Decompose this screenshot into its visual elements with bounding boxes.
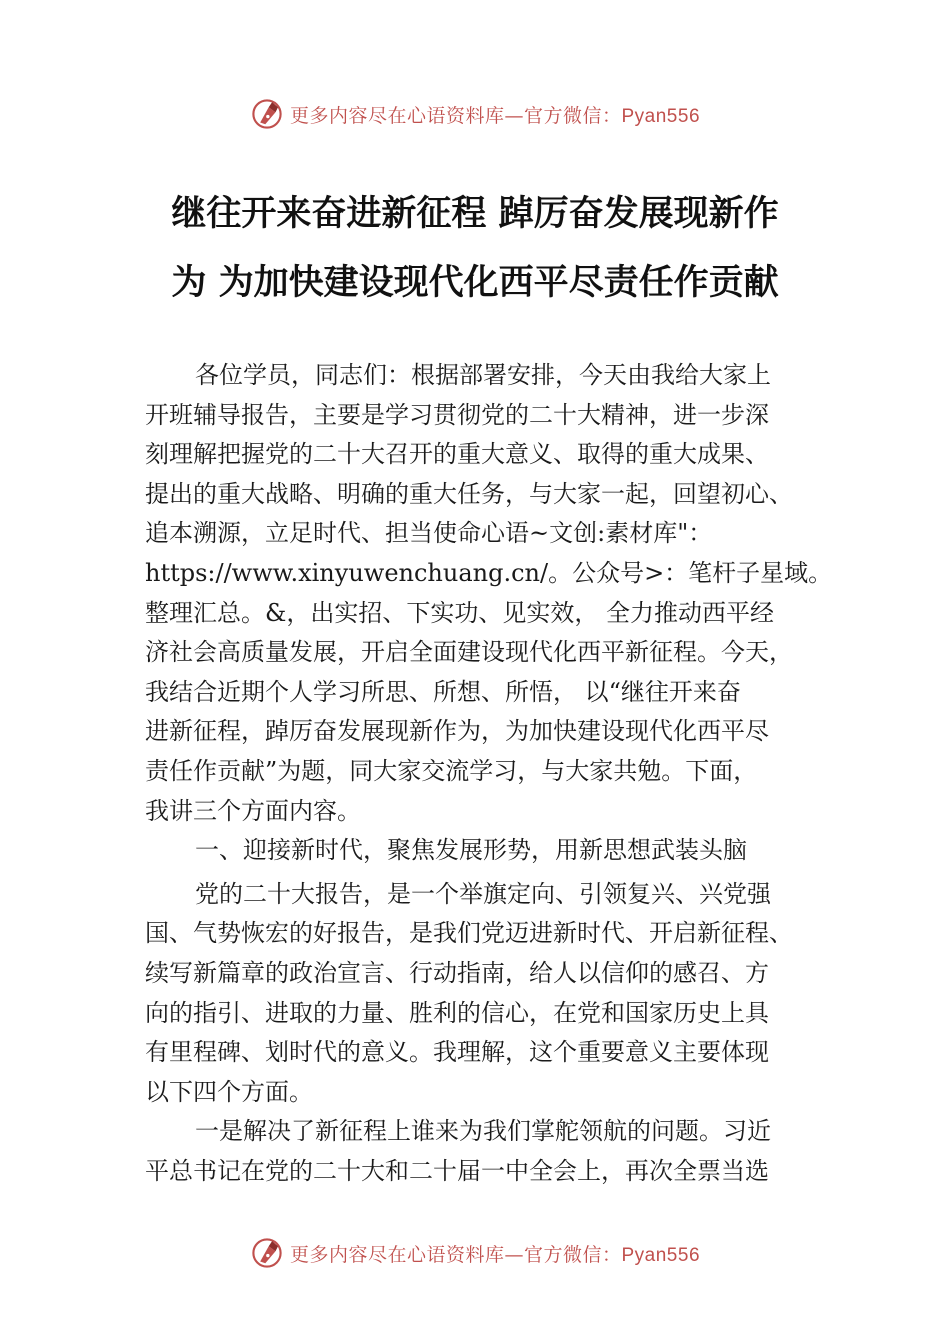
body-line: 我结合近期个人学习所思、所想、所悟， 以“继往开来奋 [145,677,741,706]
body-line: 刻理解把握党的二十大召开的重大意义、取得的重大成果、 [145,440,769,469]
body-line: 提出的重大战略、明确的重大任务，与大家一起，回望初心、 [145,479,793,508]
document-title-line-2: 为 为加快建设现代化西平尽责任作贡献 [171,263,779,303]
body-line: 续写新篇章的政治宣言、行动指南，给人以信仰的感召、方 [145,958,769,987]
body-line: 有里程碑、划时代的意义。我理解，这个重要意义主要体现 [145,1038,769,1067]
body-line: 以下四个方面。 [145,1077,313,1106]
body-line: 各位学员，同志们：根据部署安排，今天由我给大家上 [195,361,771,389]
banner-account: Pyan556 [621,105,701,127]
body-line: 我讲三个方面内容。 [145,796,361,825]
banner-account: Pyan556 [621,1244,701,1266]
body-line: 一是解决了新征程上谁来为我们掌舵领航的问题。习近 [195,1117,771,1146]
body-line: 追本溯源，立足时代、担当使命心语~文创:素材库"： [145,519,713,548]
bottom-banner [0,1233,950,1273]
banner-text: 更多内容尽在心语资料库—官方微信：Pyan556 [289,1243,701,1266]
body-line: 开班辅导报告，主要是学习贯彻党的二十大精神，进一步深 [145,400,769,429]
banner-text: 更多内容尽在心语资料库—官方微信：Pyan556 [289,104,701,127]
body-line: 党的二十大报告，是一个举旗定向、引领复兴、兴党强 [195,879,771,908]
document-title-line-1: 继往开来奋进新征程 踔厉奋发展现新作 [171,194,779,234]
body-line: 责任作贡献”为题，同大家交流学习，与大家共勉。下面， [145,756,758,785]
document-body [145,356,833,1191]
body-line: 整理汇总。&，出实招、下实功、见实效， 全力推动西平经 [145,598,774,627]
pen-nib-logo-icon [250,1236,284,1270]
top-banner [0,94,950,134]
body-line: https://www.xinyuwenchuang.cn/。公众号>：笔杆子星域。 [145,558,833,587]
body-line: 国、气势恢宏的好报告，是我们党迈进新时代、开启新征程、 [145,919,793,948]
section-heading: 一、迎接新时代，聚焦发展形势，用新思想武装头脑 [195,836,747,865]
body-line: 向的指引、进取的力量、胜利的信心，在党和国家历史上具 [145,998,769,1027]
pen-nib-logo-icon [250,97,284,131]
body-line: 济社会高质量发展，开启全面建设现代化西平新征程。今天， [145,638,793,667]
body-line: 进新征程，踔厉奋发展现新作为，为加快建设现代化西平尽 [145,717,769,746]
body-line: 平总书记在党的二十大和二十届一中全会上，再次全票当选 [145,1156,769,1185]
